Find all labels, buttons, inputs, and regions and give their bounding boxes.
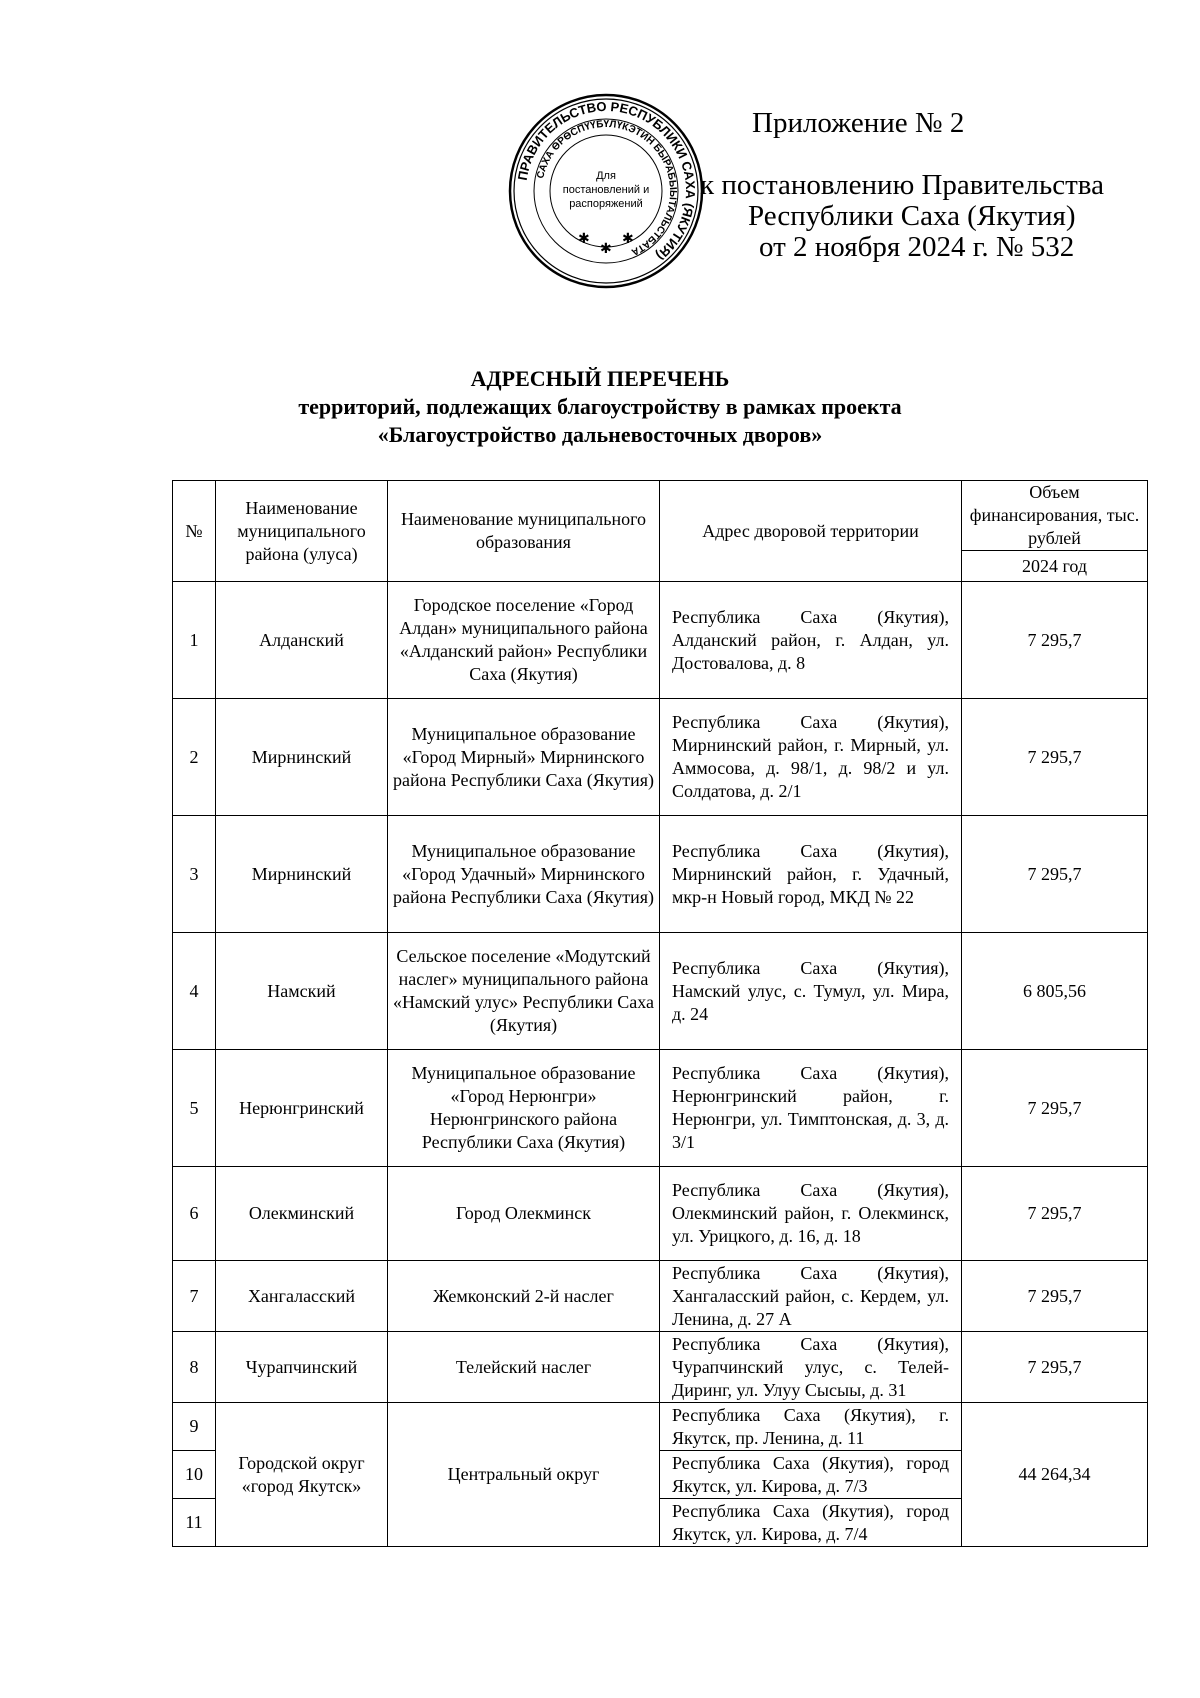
row-district: Хангаласский (216, 1261, 388, 1332)
heading-line-2: территорий, подлежащих благоустройству в рамках проекта (298, 394, 902, 419)
row-address: Республика Саха (Якутия), город Якутск, ул. Кирова, д. 7/3 (660, 1451, 962, 1499)
seal-inner-text: САХА ӨРӨСПҮҮБҮЛҮКЭТИН БЫРАБЫЫТАЛЬСТБАТА (535, 118, 679, 258)
row-municipality: Муниципальное образование «Город Нерюнгри» Нерюнгринского района Республики Саха (Якутия) (388, 1050, 660, 1167)
table-row (173, 1403, 1148, 1451)
seal-center-line-3: распоряжений (569, 198, 643, 210)
seal-center-line-2: постановлений и (562, 184, 650, 196)
header-address: Адрес дворовой территории (660, 481, 962, 582)
row-municipality: Муниципальное образование «Город Удачный» Мирнинского района Республики Саха (Якутия) (388, 816, 660, 933)
header-num: № (173, 481, 216, 582)
row-district: Чурапчинский (216, 1332, 388, 1403)
row-address: Республика Саха (Якутия), Мирнинский район, г. Мирный, ул. Аммосова, д. 98/1, д. 98/2 и ул. Солдатова, д. 2/1 (660, 699, 962, 816)
address-table (172, 480, 1148, 1547)
header-district: Наименование муниципального района (улуса) (216, 481, 388, 582)
row-num: 10 (173, 1451, 216, 1499)
row-district: Нерюнгринский (216, 1050, 388, 1167)
row-num: 5 (173, 1050, 216, 1167)
appendix-resolution: к постановлению Правительства (700, 169, 1104, 201)
seal-star-icon: ✱ (600, 242, 612, 257)
official-seal (508, 93, 704, 289)
row-num: 7 (173, 1261, 216, 1332)
row-district: Мирнинский (216, 816, 388, 933)
row-num: 4 (173, 933, 216, 1050)
row-num: 1 (173, 582, 216, 699)
row-municipality: Телейский наслег (388, 1332, 660, 1403)
row-district: Намский (216, 933, 388, 1050)
row-municipality: Муниципальное образование «Город Мирный» Мирнинского района Республики Саха (Якутия) (388, 699, 660, 816)
row-municipality: Город Олекминск (388, 1167, 660, 1261)
row-address: Республика Саха (Якутия), г. Якутск, пр. Ленина, д. 11 (660, 1403, 962, 1451)
document-heading (0, 365, 1200, 449)
row-num: 8 (173, 1332, 216, 1403)
table-row (173, 1167, 1148, 1261)
row-district: Олекминский (216, 1167, 388, 1261)
row-district: Алданский (216, 582, 388, 699)
seal-outer-text: ПРАВИТЕЛЬСТВО РЕСПУБЛИКИ САХА (ЯКУТИЯ) (514, 98, 699, 264)
row-num: 9 (173, 1403, 216, 1451)
group-municipality: Центральный округ (388, 1403, 660, 1547)
row-num: 6 (173, 1167, 216, 1261)
group-amount: 44 264,34 (962, 1403, 1148, 1547)
row-address: Республика Саха (Якутия), Мирнинский район, г. Удачный, мкр-н Новый город, МКД № 22 (660, 816, 962, 933)
row-num: 3 (173, 816, 216, 933)
row-address: Республика Саха (Якутия), Хангаласский район, с. Кердем, ул. Ленина, д. 27 А (660, 1261, 962, 1332)
table-row (173, 1332, 1148, 1403)
header-year: 2024 год (962, 551, 1148, 582)
table-row (173, 1050, 1148, 1167)
row-address: Республика Саха (Якутия), Намский улус, с. Тумул, ул. Мира, д. 24 (660, 933, 962, 1050)
appendix-block (700, 108, 1160, 263)
header-municipality: Наименование муниципального образования (388, 481, 660, 582)
row-amount: 7 295,7 (962, 1261, 1148, 1332)
row-address: Республика Саха (Якутия), Нерюнгринский район, г. Нерюнгри, ул. Тимптонская, д. 3, д. 3/1 (660, 1050, 962, 1167)
row-address: Республика Саха (Якутия), город Якутск, ул. Кирова, д. 7/4 (660, 1499, 962, 1547)
heading-line-3: «Благоустройство дальневосточных дворов» (377, 422, 823, 447)
row-municipality: Сельское поселение «Модутский наслег» муниципального района «Намский улус» Республики Саха (Якутия) (388, 933, 660, 1050)
row-num: 2 (173, 699, 216, 816)
heading-line-1: АДРЕСНЫЙ ПЕРЕЧЕНЬ (470, 366, 730, 391)
group-district: Городской округ «город Якутск» (216, 1403, 388, 1547)
row-amount: 7 295,7 (962, 699, 1148, 816)
appendix-republic: Республики Саха (Якутия) (748, 200, 1076, 232)
table-row (173, 933, 1148, 1050)
row-amount: 7 295,7 (962, 582, 1148, 699)
table-header-row (173, 481, 1148, 551)
appendix-date: от 2 ноября 2024 г. № 532 (759, 231, 1075, 263)
row-amount: 7 295,7 (962, 1332, 1148, 1403)
row-district: Мирнинский (216, 699, 388, 816)
row-address: Республика Саха (Якутия), Алданский район, г. Алдан, ул. Достовалова, д. 8 (660, 582, 962, 699)
table-row (173, 699, 1148, 816)
row-address: Республика Саха (Якутия), Олекминский район, г. Олекминск, ул. Урицкого, д. 16, д. 18 (660, 1167, 962, 1261)
header-funding: Объем финансирования, тыс. рублей (962, 481, 1148, 551)
table-row (173, 582, 1148, 699)
seal-star-icon: ✱ (622, 232, 634, 247)
row-address: Республика Саха (Якутия), Чурапчинский улус, с. Телей-Диринг, ул. Улуу Сысыы, д. 31 (660, 1332, 962, 1403)
table-row (173, 816, 1148, 933)
row-amount: 6 805,56 (962, 933, 1148, 1050)
row-amount: 7 295,7 (962, 1167, 1148, 1261)
table-row (173, 1261, 1148, 1332)
seal-star-icon: ✱ (578, 232, 590, 247)
seal-center-line-1: Для (596, 170, 616, 182)
appendix-title: Приложение № 2 (752, 107, 965, 139)
row-amount: 7 295,7 (962, 816, 1148, 933)
row-num: 11 (173, 1499, 216, 1547)
row-municipality: Городское поселение «Город Алдан» муниципального района «Алданский район» Республики Саха (Якутия) (388, 582, 660, 699)
row-municipality: Жемконский 2-й наслег (388, 1261, 660, 1332)
row-amount: 7 295,7 (962, 1050, 1148, 1167)
